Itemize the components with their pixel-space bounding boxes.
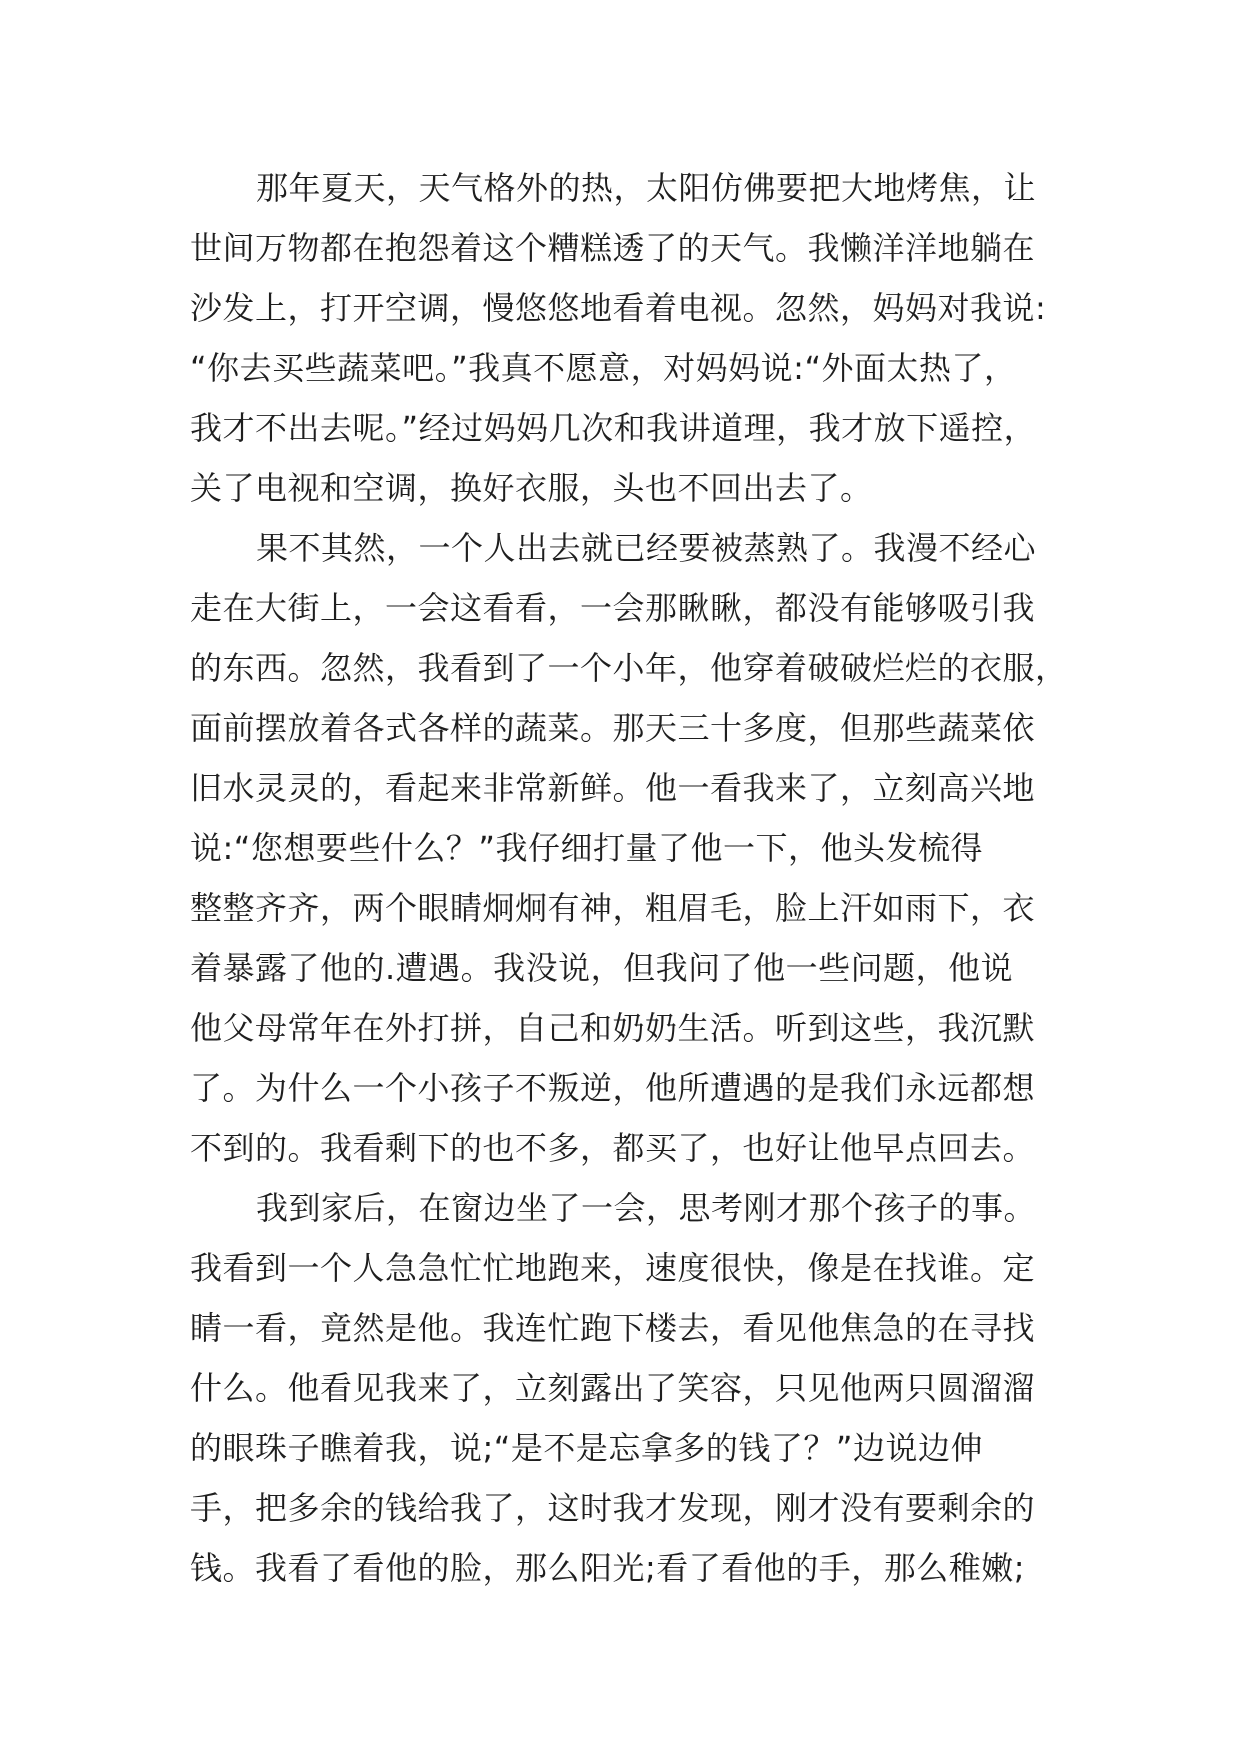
text-line: 说:“您想要些什么？”我仔细打量了他一下，他头发梳得 (190, 829, 983, 867)
text-line: 的东西。忽然，我看到了一个小年，他穿着破破烂烂的衣服， (190, 649, 1068, 687)
text-line: 什么。他看见我来了，立刻露出了笑容，只见他两只圆溜溜 (190, 1369, 1036, 1407)
text-line: 沙发上，打开空调，慢悠悠地看着电视。忽然，妈妈对我说: (190, 289, 1047, 327)
text-line: 手，把多余的钱给我了，这时我才发现，刚才没有要剩余的 (190, 1489, 1036, 1527)
text-line: 钱。我看了看他的脸，那么阳光;看了看他的手，那么稚嫩; (190, 1549, 1026, 1587)
text-body (190, 158, 1070, 1598)
text-line: “你去买些蔬菜吧。”我真不愿意，对妈妈说:“外面太热了， (190, 349, 1017, 387)
text-line: 旧水灵灵的，看起来非常新鲜。他一看我来了，立刻高兴地 (190, 769, 1036, 807)
text-line: 睛一看，竟然是他。我连忙跑下楼去，看见他焦急的在寻找 (190, 1309, 1036, 1347)
text-line: 关了电视和空调，换好衣服，头也不回出去了。 (190, 469, 873, 507)
text-line: 面前摆放着各式各样的蔬菜。那天三十多度，但那些蔬菜依 (190, 709, 1036, 747)
text-line: 果不其然，一个人出去就已经要被蒸熟了。我漫不经心 (256, 529, 1037, 567)
paragraph-1 (190, 158, 1070, 518)
text-line: 了。为什么一个小孩子不叛逆，他所遭遇的是我们永远都想 (190, 1069, 1036, 1107)
text-line: 着暴露了他的.遭遇。我没说，但我问了他一些问题，他说 (190, 949, 1014, 987)
text-line: 那年夏天，天气格外的热，太阳仿佛要把大地烤焦，让 (256, 169, 1037, 207)
text-line: 世间万物都在抱怨着这个糟糕透了的天气。我懒洋洋地躺在 (190, 229, 1036, 267)
text-line: 我才不出去呢。”经过妈妈几次和我讲道理，我才放下遥控， (190, 409, 1037, 447)
text-line: 我到家后，在窗边坐了一会，思考刚才那个孩子的事。 (256, 1189, 1037, 1227)
paragraph-3 (190, 1178, 1070, 1598)
text-line: 整整齐齐，两个眼睛炯炯有神，粗眉毛，脸上汗如雨下，衣 (190, 889, 1036, 927)
text-line: 的眼珠子瞧着我，说;“是不是忘拿多的钱了？”边说边伸 (190, 1429, 983, 1467)
text-line: 走在大街上，一会这看看，一会那瞅瞅，都没有能够吸引我 (190, 589, 1036, 627)
text-line: 我看到一个人急急忙忙地跑来，速度很快，像是在找谁。定 (190, 1249, 1036, 1287)
text-line: 不到的。我看剩下的也不多，都买了，也好让他早点回去。 (190, 1129, 1036, 1167)
paragraph-2 (190, 518, 1070, 1178)
text-line: 他父母常年在外打拼，自己和奶奶生活。听到这些，我沉默 (190, 1009, 1036, 1047)
